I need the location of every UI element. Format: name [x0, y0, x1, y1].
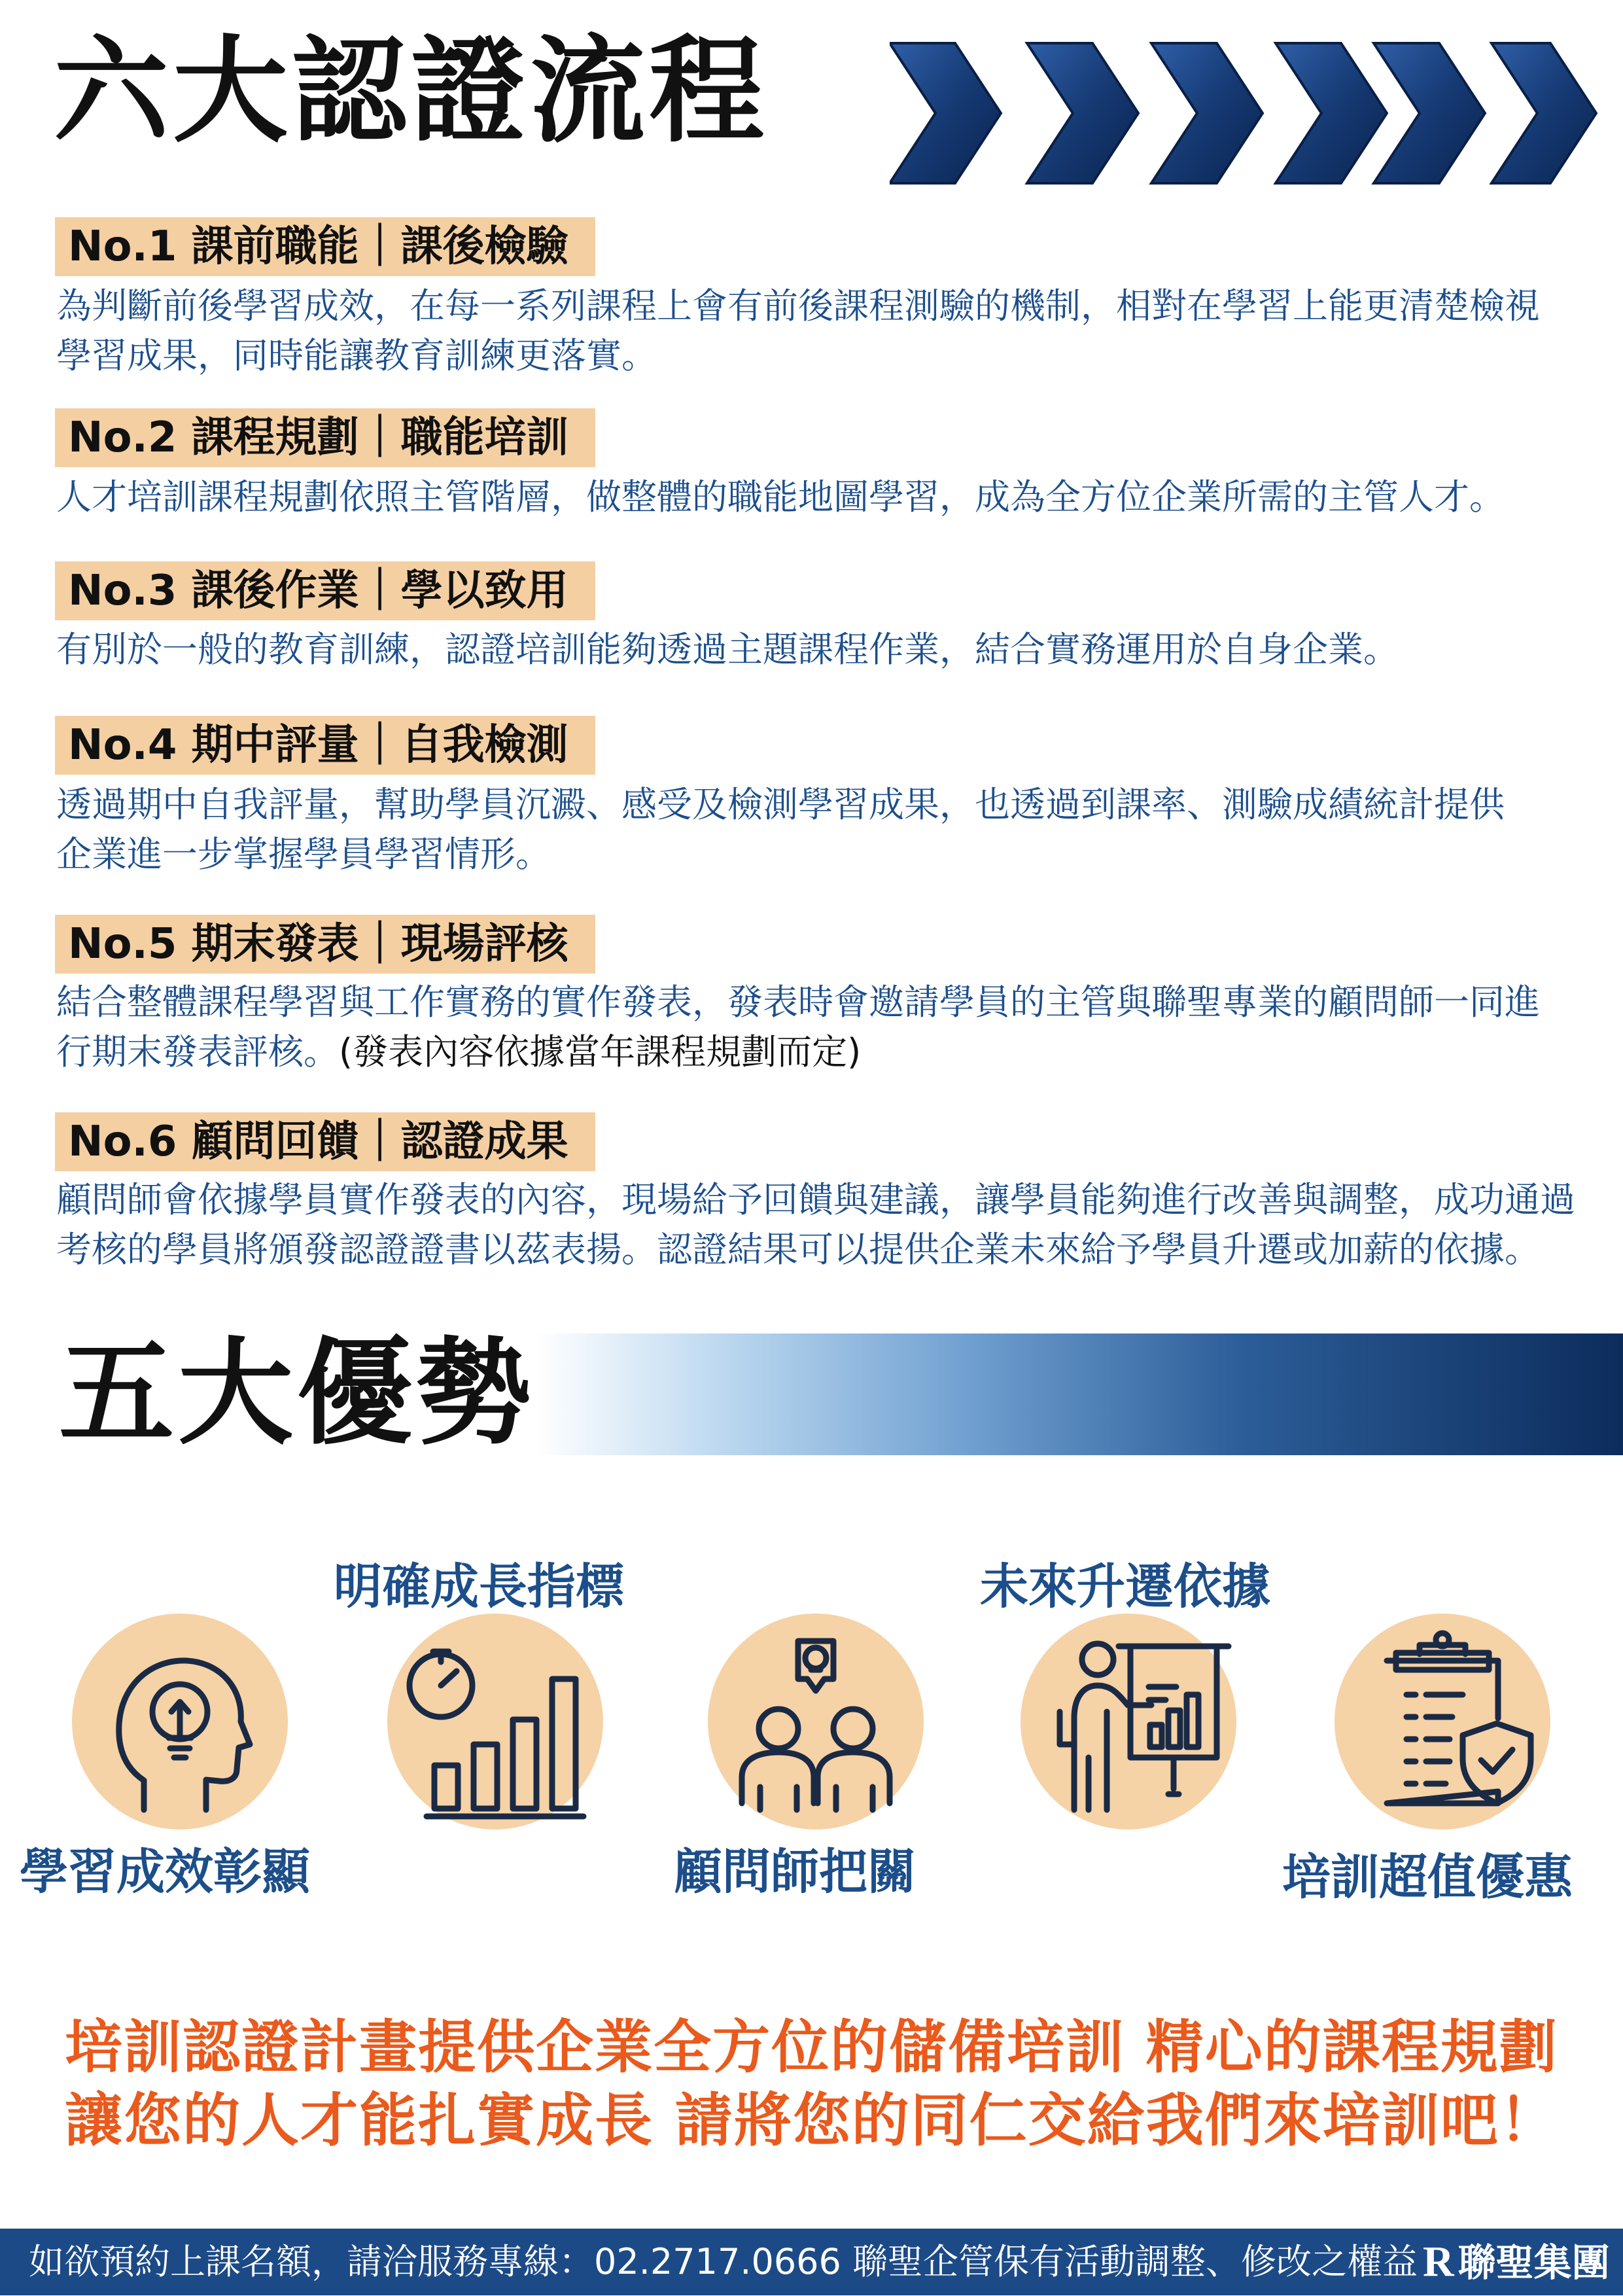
step-4-description: 透過期中自我評量，幫助學員沉澱、感受及檢測學習成果，也透過到課率、測驗成績統計提供 企業進一步掌握學員學習情形。 [56, 784, 1505, 875]
presentation-icon [1021, 1614, 1236, 1829]
step-5-description: 結合整體課程學習與工作實務的實作發表，發表時會邀請學員的主管與聯聖專業的顧問師一同進 行期末發表評核。(發表內容依據當年課程規劃而定) [56, 981, 1540, 1072]
growth-chart-icon [387, 1614, 603, 1829]
section-title-certification-process: 六大認證流程 [54, 24, 769, 158]
advantage-label: 學習成效彰顯 [20, 1844, 310, 1900]
advantage-label: 培訓超值優惠 [1282, 1849, 1573, 1905]
step-3-heading: No.3 課後作業｜學以致用 [55, 561, 595, 620]
chevron-arrows-icon [890, 41, 1603, 186]
section-title-five-advantages: 五大優勢 [59, 1326, 536, 1460]
step-6-heading: No.6 顧問回饋｜認證成果 [55, 1112, 595, 1171]
clipboard-shield-icon [1335, 1614, 1550, 1829]
gradient-banner [536, 1333, 1623, 1455]
step-2-description: 人才培訓課程規劃依照主管階層，做整體的職能地圖學習，成為全方位企業所需的主管人才。 [56, 476, 1505, 518]
advantage-label: 顧問師把關 [674, 1844, 916, 1900]
logo-mark-icon: R [1423, 2238, 1454, 2286]
footer-contact-text: 如欲預約上課名額，請洽服務專線：02.2717.0666 聯聖企管保有活動調整、修改之權益 [29, 2241, 1418, 2282]
step-3-description: 有別於一般的教育訓練，認證培訓能夠透過主題課程作業，結合實務運用於自身企業。 [56, 629, 1399, 670]
step-5-note: (發表內容依據當年課程規劃而定) [339, 1031, 862, 1072]
step-6-description: 顧問師會依據學員實作發表的內容，現場給予回饋與建議，讓學員能夠進行改善與調整，成功通過 考核的學員將頒發認證證書以茲表揚。認證結果可以提供企業未來給予學員升遷或加薪的依據。 [56, 1179, 1575, 1270]
slogan-line-2: 讓您的人才能扎實成長 請將您的同仁交給我們來培訓吧！ [65, 2087, 1558, 2154]
step-1-heading: No.1 課前職能｜課後檢驗 [55, 217, 595, 276]
advantage-label: 未來升遷依據 [980, 1559, 1270, 1615]
company-logo [1423, 2229, 1610, 2295]
step-4-heading: No.4 期中評量｜自我檢測 [55, 716, 595, 775]
step-2-heading: No.2 課程規劃｜職能培訓 [55, 408, 595, 467]
slogan-line-1: 培訓認證計畫提供企業全方位的儲備培訓 精心的課程規劃 [65, 2013, 1558, 2081]
step-5-heading: No.5 期末發表｜現場評核 [55, 915, 595, 974]
advantage-label: 明確成長指標 [334, 1559, 624, 1615]
lightbulb-head-icon [72, 1614, 288, 1829]
logo-text: 聯聖集團 [1457, 2240, 1610, 2285]
team-idea-icon [708, 1614, 924, 1829]
step-1-description: 為判斷前後學習成效，在每一系列課程上會有前後課程測驗的機制，相對在學習上能更清楚檢視 學習成果，同時能讓教育訓練更落實。 [56, 285, 1540, 376]
